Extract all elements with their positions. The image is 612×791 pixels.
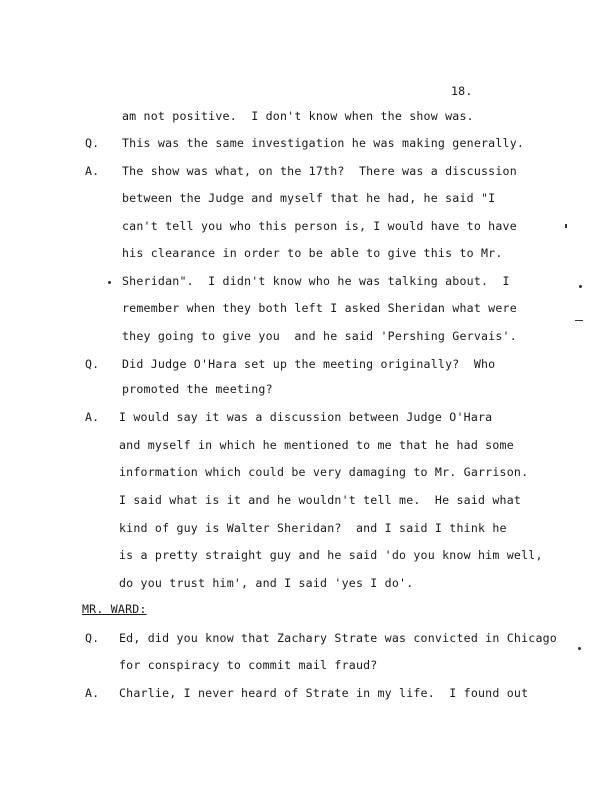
transcript-line: am not positive. I don't know when the show was.: [122, 109, 474, 123]
speaker-label: A.: [85, 410, 100, 424]
page-number: 18.: [451, 84, 473, 98]
transcript-line: information which could be very damaging to Mr. Garrison.: [119, 465, 529, 479]
transcript-line: promoted the meeting?: [122, 382, 273, 396]
transcript-line: they going to give you and he said 'Pershing Gervais'.: [122, 329, 517, 343]
scan-speck: [565, 224, 567, 228]
speaker-label: Q.: [85, 631, 100, 645]
transcript-line: Ed, did you know that Zachary Strate was convicted in Chicago: [119, 631, 557, 645]
transcript-line: kind of guy is Walter Sheridan? and I said I think he: [119, 521, 507, 535]
transcript-line: Did Judge O'Hara set up the meeting originally? Who: [122, 357, 496, 371]
scan-speck: [579, 285, 582, 288]
transcript-line: Charlie, I never heard of Strate in my life. I found out: [119, 686, 529, 700]
transcript-line: and myself in which he mentioned to me that he had some: [119, 438, 514, 452]
transcript-line: is a pretty straight guy and he said 'do you know him well,: [119, 548, 543, 562]
scan-speck: [108, 281, 111, 284]
transcript-line: remember when they both left I asked Sheridan what were: [122, 301, 517, 315]
transcript-line: I would say it was a discussion between Judge O'Hara: [119, 410, 493, 424]
transcript-line: between the Judge and myself that he had, he said "I: [122, 191, 496, 205]
transcript-line: The show was what, on the 17th? There was a discussion: [122, 164, 517, 178]
transcript-line: for conspiracy to commit mail fraud?: [119, 658, 378, 672]
section-heading: MR. WARD:: [82, 602, 147, 616]
transcript-line: can't tell you who this person is, I would have to have: [122, 219, 517, 233]
speaker-label: Q.: [85, 136, 100, 150]
speaker-label: A.: [85, 164, 100, 178]
scan-speck: [578, 647, 581, 650]
transcript-line: his clearance in order to be able to give this to Mr.: [122, 246, 503, 260]
transcript-line: This was the same investigation he was making generally.: [122, 136, 525, 150]
speaker-label: Q.: [85, 357, 100, 371]
transcript-line: I said what is it and he wouldn't tell me. He said what: [119, 493, 522, 507]
scan-speck: [575, 320, 583, 321]
speaker-label: A.: [85, 686, 100, 700]
transcript-line: Sheridan". I didn't know who he was talking about. I: [122, 274, 510, 288]
transcript-line: do you trust him', and I said 'yes I do'.: [119, 576, 414, 590]
